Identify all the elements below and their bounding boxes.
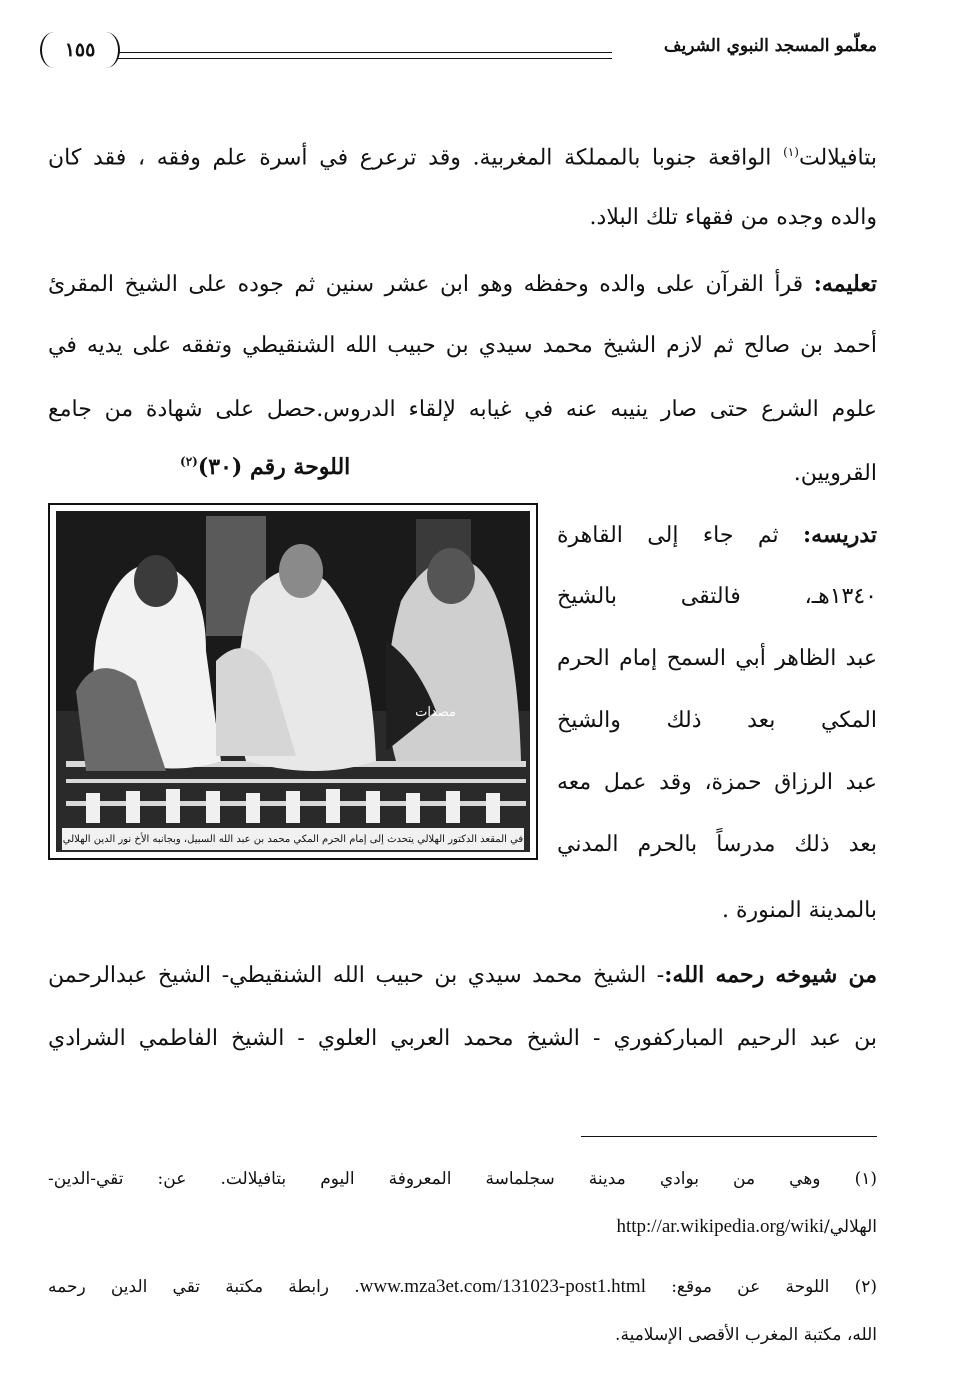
text-line: عبد الرزاق حمزة، وقد عمل معه [557,770,877,795]
page-header [40,32,877,72]
text-line [48,955,877,996]
text-span: بتافيلالت [798,145,877,171]
photo-watermark: مصدات [415,705,456,720]
running-title: معلّمو المسجد النبوي الشريف [663,36,877,56]
text-span: الهلالي/ [824,1217,877,1237]
footnote-2-line [48,1272,877,1302]
photo-caption: في المقعد الدكتور الهلالي يتحدث إلى إمام الحرم المكي محمد بن عبد الله السبيل، وبجانبه الأخ نور الدين الهلالي [62,828,524,850]
text-line [48,264,877,305]
header-rule [118,52,612,59]
plate-label [180,454,350,480]
text-span: - الشيخ محمد سيدي بن حبيب الله الشنقيطي- الشيخ عبدالرحمن [48,963,665,988]
page-number: ١٥٥ [40,32,120,68]
text-span: ثم جاء إلى القاهرة [557,523,779,548]
text-line: القرويين. [793,461,877,486]
footnote-marker: (١) [783,145,799,159]
text-span: (٢) اللوحة عن موقع: [671,1277,878,1297]
text-span: الواقعة جنوبا بالمملكة المغربية. وقد ترعرع في أسرة علم وفقه ، فقد كان [48,145,772,171]
footnote-1-line: (١) وهي من بوادي مدينة سجلماسة المعروفة اليوم بتافيلالت. عن: تقي-الدين- [48,1169,877,1189]
text-line: بعد ذلك مدرساً بالحرم المدني [557,832,877,857]
photo-figure [48,503,538,860]
footnote-marker: (٢) [180,454,198,469]
text-line: ١٣٤٠هـ، فالتقى بالشيخ [557,584,877,609]
section-label-teaching: تدريسه: [803,522,877,548]
footnote-1-line-2 [48,1212,877,1242]
section-label-education: تعليمه: [813,271,877,297]
text-line: عبد الظاهر أبي السمح إمام الحرم [557,646,877,671]
text-line: علوم الشرع حتى صار ينيبه عنه في غيابه لإلقاء الدروس.حصل على شهادة من جامع [48,397,877,422]
footnote-2-line-2: الله، مكتبة المغرب الأقصى الإسلامية. [615,1325,877,1345]
text-line: والده وجده من فقهاء تلك البلاد. [589,205,877,230]
text-line [48,132,877,178]
text-span: قرأ القرآن على والده وحفظه وهو ابن عشر سنين ثم جوده على الشيخ المقرئ [48,272,804,297]
footnote-link[interactable]: http://ar.wikipedia.org/wiki [616,1216,825,1237]
text-line: بن عبد الرحيم المباركفوري - الشيخ محمد العربي العلوي - الشيخ الفاطمي الشرادي [48,1026,877,1051]
historical-photo [56,511,530,852]
section-label-sheikhs: من شيوخه رحمه الله: [664,962,877,988]
text-line: المكي بعد ذلك والشيخ [557,708,877,733]
footnote-rule [581,1136,877,1137]
text-line [557,515,877,556]
plate-label-text: اللوحة رقم (٣٠) [197,454,351,480]
text-line: أحمد بن صالح ثم لازم الشيخ محمد سيدي بن حبيب الله الشنقيطي وتفقه على يديه في [48,333,877,358]
text-span: . رابطة مكتبة تقي الدين رحمه [48,1277,360,1297]
footnote-link[interactable]: www.mza3et.com/131023-post1.html [359,1276,646,1297]
text-line: بالمدينة المنورة . [721,898,877,923]
